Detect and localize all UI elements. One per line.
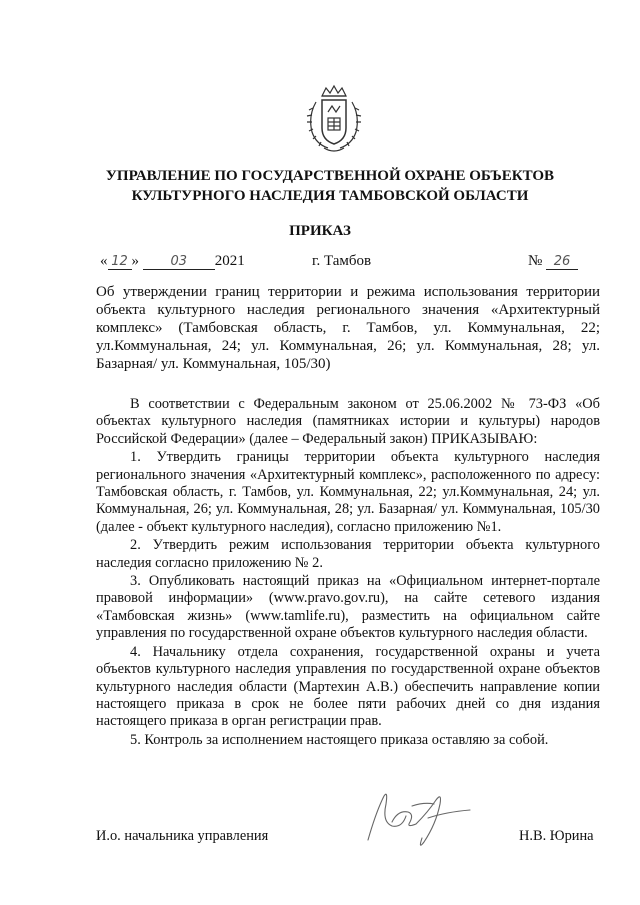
signatory-title: И.о. начальника управления [96, 828, 269, 844]
organization-name-line2: КУЛЬТУРНОГО НАСЛЕДИЯ ТАМБОВСКОЙ ОБЛАСТИ [131, 188, 529, 204]
organization-name [60, 166, 600, 206]
date-month: 03 [143, 254, 215, 270]
document-number-value: 26 [546, 254, 578, 270]
order-item-1: 1. Утвердить границы территории объекта культурного наследия регионального значения «Архитектурный комплекс», расположенного по адресу: Тамбовская область, г. Тамбов, ул. Коммунальная, 22; ул.Коммунальная, 24; ул. Коммунальная, 26; ул. Коммунальная, 28; ул. Базарная/ ул. Коммунальная, 105/30 (далее - объект культурного наследия), согласно приложению №1. [96, 449, 600, 535]
document-date: « 12 » 03 2021 [100, 253, 245, 269]
document-subject: Об утверждении границ территории и режима использования территории объекта культурного наследия регионального значения «Архитектурный комплекс» (Тамбовская область, г. Тамбов, ул. Коммунальная, 22; ул.Коммунальная, 24; ул. Коммунальная, 26; ул. Коммунальная, 28; ул. Базарная/ ул. Коммунальная, 105/30) [96, 284, 600, 372]
signatory-name: Н.В. Юрина [519, 828, 594, 844]
preamble-paragraph: В соответствии с Федеральным законом от 25.06.2002 № 73-ФЗ «Об объектах культурного наследия (памятниках истории и культуры) народов Российской Федерации» (далее – Федеральный закон) ПРИКАЗЫВАЮ: [96, 396, 600, 447]
document-number: № 26 [528, 253, 578, 270]
order-item-5: 5. Контроль за исполнением настоящего приказа оставляю за собой. [130, 731, 549, 748]
date-day: 12 [108, 254, 132, 270]
coat-of-arms-icon [302, 82, 366, 156]
order-item-3: 3. Опубликовать настоящий приказ на «Официальном интернет-портале правовой информации» (www.pravo.gov.ru), на сайте сетевого издания «Тамбовская жизнь» (www.tamlife.ru), разместить на официальном сайте управления по государственной охране объектов культурного наследия области. [96, 573, 600, 642]
document-body [96, 396, 600, 750]
handwritten-signature-icon [362, 782, 482, 852]
date-year: 2021 [214, 253, 245, 269]
document-type: ПРИКАЗ [289, 223, 351, 239]
document-city: г. Тамбов [312, 253, 372, 269]
order-item-2: 2. Утвердить режим использования территории объекта культурного наследия согласно приложению № 2. [96, 537, 600, 571]
organization-name-line1: УПРАВЛЕНИЕ ПО ГОСУДАРСТВЕННОЙ ОХРАНЕ ОБЪЕКТОВ [105, 168, 555, 184]
order-item-4: 4. Начальнику отдела сохранения, государственной охраны и учета объектов культурного наследия управления по государственной охране объектов культурного наследия области (Мартехин А.В.) обеспечить направление копии настоящего приказа в срок не более пяти рабочих дней со дня издания настоящего приказа в орган регистрации прав. [96, 643, 600, 730]
